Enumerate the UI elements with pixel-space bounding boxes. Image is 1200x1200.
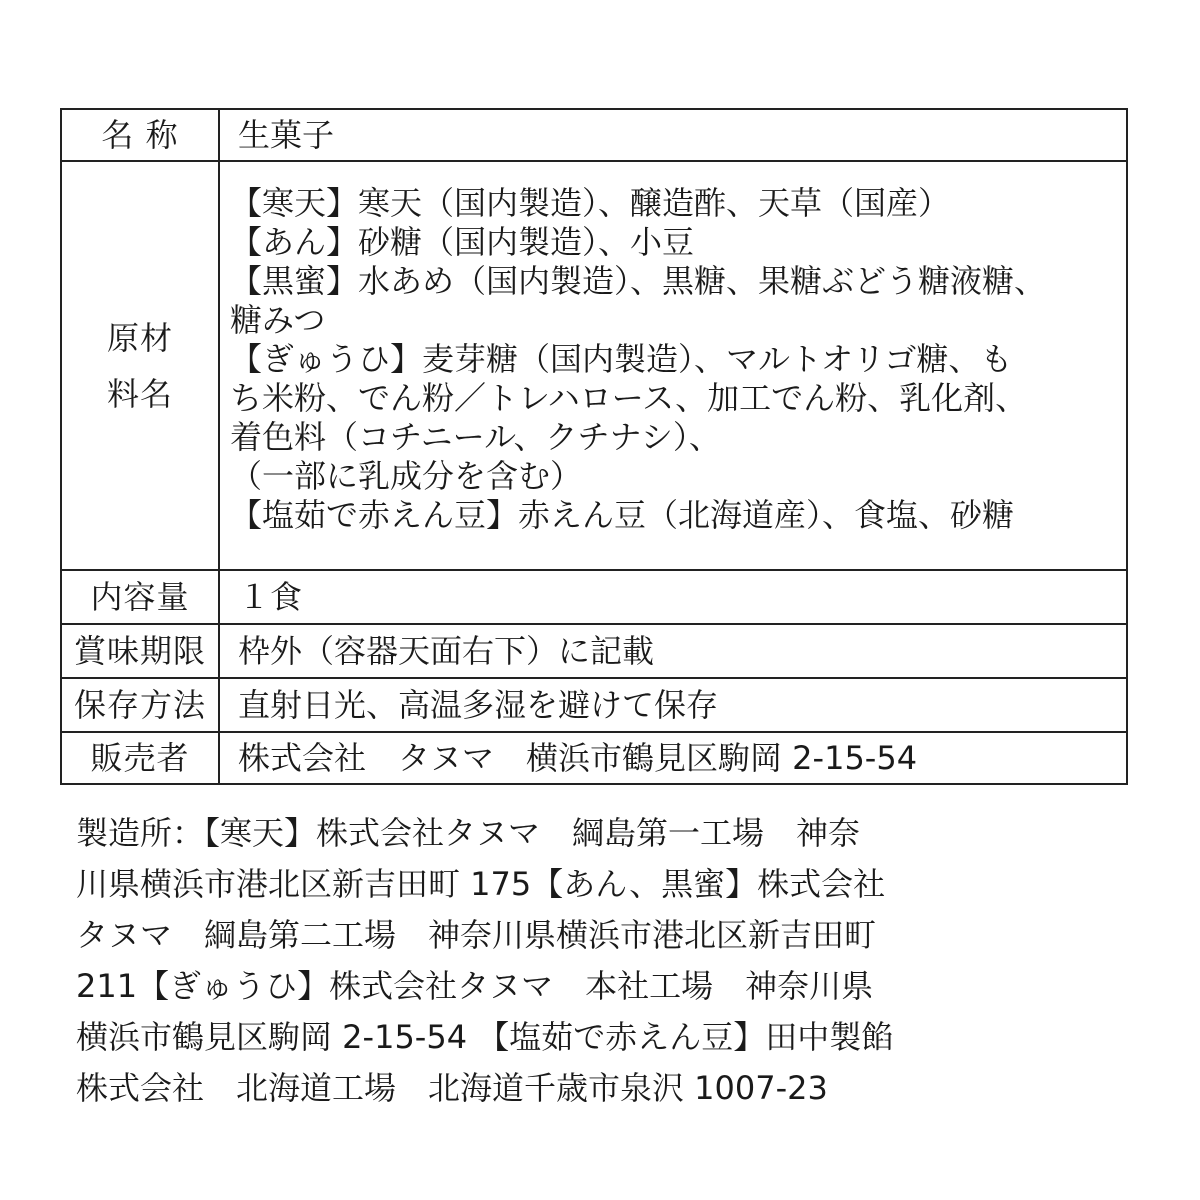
ingredients-label-line: 料名 xyxy=(106,374,173,413)
ingredient-line: 着色料（コチニール、クチナシ）、 xyxy=(230,418,721,456)
manufacturer-info xyxy=(76,808,1116,1114)
ingredient-line: 【あん】砂糖（国内製造）、小豆 xyxy=(230,223,695,261)
ingredient-line: 【黒蜜】水あめ（国内製造）、黒糖、果糖ぶどう糖液糖、 xyxy=(230,262,1047,300)
name-row xyxy=(61,109,1127,161)
expiry-value: 枠外（容器天面右下）に記載 xyxy=(219,624,1127,678)
name-label: 名 称 xyxy=(61,109,219,161)
manufacturer-line: 211【ぎゅうひ】株式会社タヌマ 本社工場 神奈川県 xyxy=(76,967,874,1005)
expiry-label: 賞味期限 xyxy=(61,624,219,678)
quantity-value: １食 xyxy=(219,570,1127,624)
storage-label: 保存方法 xyxy=(61,678,219,732)
ingredient-line: （一部に乳成分を含む） xyxy=(230,457,583,495)
manufacturer-line: 横浜市鶴見区駒岡 2-15-54 【塩茹で赤えん豆】田中製餡 xyxy=(76,1018,894,1056)
seller-row xyxy=(61,732,1127,784)
ingredients-label xyxy=(61,161,219,570)
storage-row xyxy=(61,678,1127,732)
ingredient-line: 【塩茹で赤えん豆】赤えん豆（北海道産）、食塩、砂糖 xyxy=(230,496,1015,534)
expiry-row xyxy=(61,624,1127,678)
ingredients-row xyxy=(61,161,1127,570)
seller-value: 株式会社 タヌマ 横浜市鶴見区駒岡 2-15-54 xyxy=(219,732,1127,784)
ingredient-line: ち米粉、でん粉／トレハロース、加工でん粉、乳化剤、 xyxy=(230,379,1028,417)
quantity-label: 内容量 xyxy=(61,570,219,624)
manufacturer-line: 株式会社 北海道工場 北海道千歳市泉沢 1007-23 xyxy=(76,1069,828,1107)
storage-value: 直射日光、高温多湿を避けて保存 xyxy=(219,678,1127,732)
ingredients-label-line: 原材 xyxy=(106,318,173,357)
ingredient-line: 【ぎゅうひ】麦芽糖（国内製造）、マルトオリゴ糖、も xyxy=(230,340,1013,378)
food-label-table xyxy=(60,108,1128,785)
quantity-row xyxy=(61,570,1127,624)
manufacturer-line: タヌマ 綱島第二工場 神奈川県横浜市港北区新吉田町 xyxy=(76,916,877,954)
manufacturer-line: 製造所：【寒天】株式会社タヌマ 綱島第一工場 神奈 xyxy=(76,814,861,852)
ingredient-line: 【寒天】寒天（国内製造）、醸造酢、天草（国産） xyxy=(230,184,951,222)
ingredients-value xyxy=(219,161,1127,570)
name-value: 生菓子 xyxy=(219,109,1127,161)
ingredient-line: 糖みつ xyxy=(230,301,326,339)
manufacturer-line: 川県横浜市港北区新吉田町 175【あん、黒蜜】株式会社 xyxy=(76,865,886,903)
seller-label: 販売者 xyxy=(61,732,219,784)
